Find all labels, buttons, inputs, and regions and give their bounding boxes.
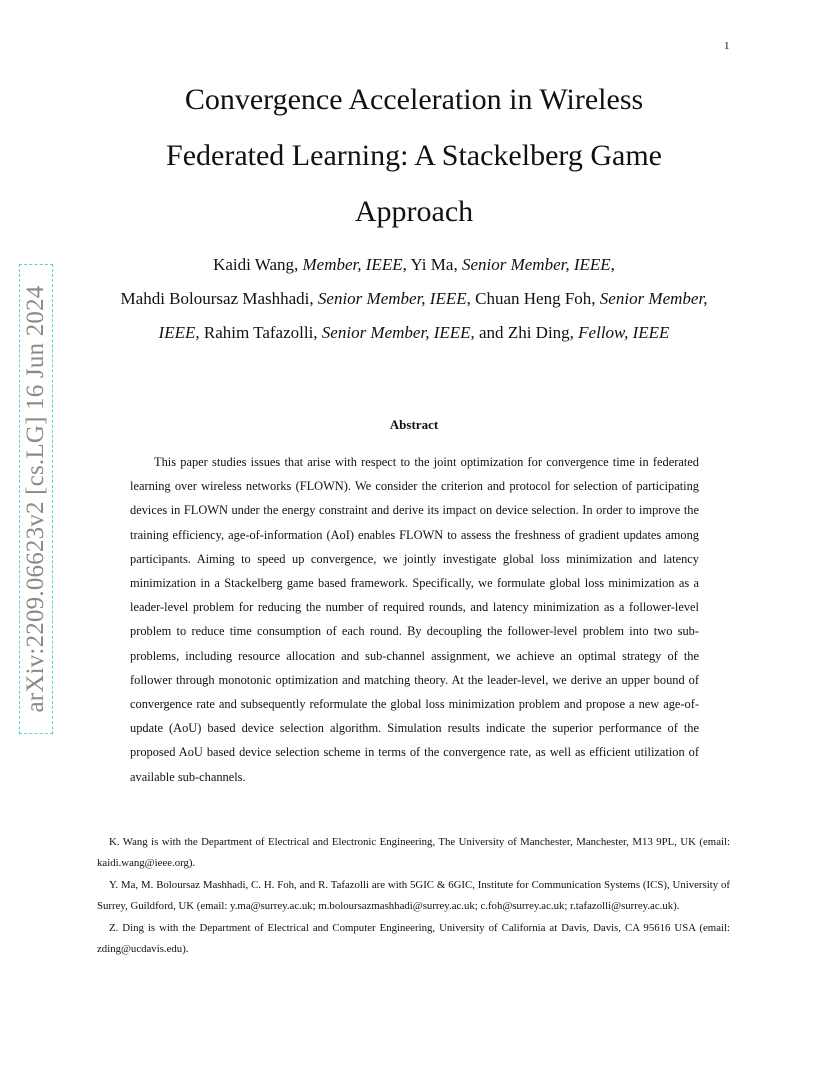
author-role: Senior Member, IEEE bbox=[158, 289, 708, 342]
arxiv-identifier: arXiv:2209.06623v2 [cs.LG] 16 Jun 2024 bbox=[22, 285, 49, 713]
title-line: Federated Learning: A Stackelberg Game bbox=[166, 139, 662, 172]
author-name: Kaidi Wang bbox=[213, 255, 295, 274]
footnote: Z. Ding is with the Department of Electrical and Computer Engineering, University of California at Davis, Davis, CA 95616 USA (email: zding@ucdavis.edu). bbox=[97, 922, 730, 955]
author-name: Chuan Heng Foh bbox=[475, 289, 592, 308]
page-number: 1 bbox=[724, 40, 730, 52]
author-line: Kaidi Wang, Member, IEEE, Yi Ma, Senior Member, IEEE, bbox=[213, 255, 615, 274]
author-role: Senior Member, IEEE bbox=[321, 323, 471, 342]
author-role: Senior Member, IEEE bbox=[317, 289, 467, 308]
author-role: Senior Member, IEEE bbox=[461, 255, 611, 274]
author-role: Fellow, IEEE bbox=[578, 323, 670, 342]
footnote: K. Wang is with the Department of Electrical and Electronic Engineering, The University of Manchester, Manchester, M13 9PL, UK (email: kaidi.wang@ieee.org). bbox=[97, 836, 730, 869]
paper-title bbox=[110, 72, 718, 240]
author-name: Yi Ma bbox=[410, 255, 454, 274]
author-list bbox=[104, 248, 724, 350]
title-line: Convergence Acceleration in Wireless bbox=[184, 83, 644, 116]
author-role: Member, IEEE bbox=[302, 255, 403, 274]
title-line: Approach bbox=[354, 195, 474, 228]
author-line: Mahdi Boloursaz Mashhadi, Senior Member, IEEE, Chuan Heng Foh, Senior Member, IEEE, Rahim Tafazolli, Senior Member, IEEE, and Zhi Ding, Fellow, IEEE bbox=[120, 289, 708, 342]
author-name: Rahim Tafazolli bbox=[203, 323, 314, 342]
arxiv-identifier-stamp[interactable] bbox=[19, 264, 53, 734]
affiliation-footnotes bbox=[97, 832, 730, 961]
abstract-text: This paper studies issues that arise with respect to the joint optimization for convergence time in federated learning over wireless networks (FLOWN). We consider the criterion and protocol for selection of participating devices in FLOWN under the energy constraint and derive its impact on device selection. In order to improve the training efficiency, age-of-information (AoI) enables FLOWN to assess the freshness of gradient updates among participants. Aiming to speed up convergence, we jointly investigate global loss minimization and latency minimization in a Stackelberg game based framework. Specifically, we formulate global loss minimization as a leader-level problem for reducing the number of required rounds, and latency minimization as a follower-level problem to reduce time consumption of each round. By decoupling the follower-level problem into two sub-problems, including resource allocation and sub-channel assignment, we achieve an optimal strategy of the follower through monotonic optimization and matching theory. At the leader-level, we derive an upper bound of convergence rate and subsequently reformulate the global loss minimization problem and propose a new age-of-update (AoU) based device selection algorithm. Simulation results indicate the superior performance of the proposed AoU based device selection scheme in terms of the convergence rate, as well as efficient utilization of available sub-channels. bbox=[130, 455, 699, 784]
author-name: Zhi Ding bbox=[507, 323, 570, 342]
footnote: Y. Ma, M. Boloursaz Mashhadi, C. H. Foh, and R. Tafazolli are with 5GIC & 6GIC, Institute for Communication Systems (ICS), University of Surrey, Guildford, UK (email: y.ma@surrey.ac.uk; m.boloursazmashhadi@surrey.ac.uk; c.foh@surrey.ac.uk; r.tafazolli@surrey.ac.uk). bbox=[97, 879, 730, 912]
author-name: Mahdi Boloursaz Mashhadi bbox=[120, 289, 310, 308]
abstract-heading: Abstract bbox=[389, 417, 439, 432]
